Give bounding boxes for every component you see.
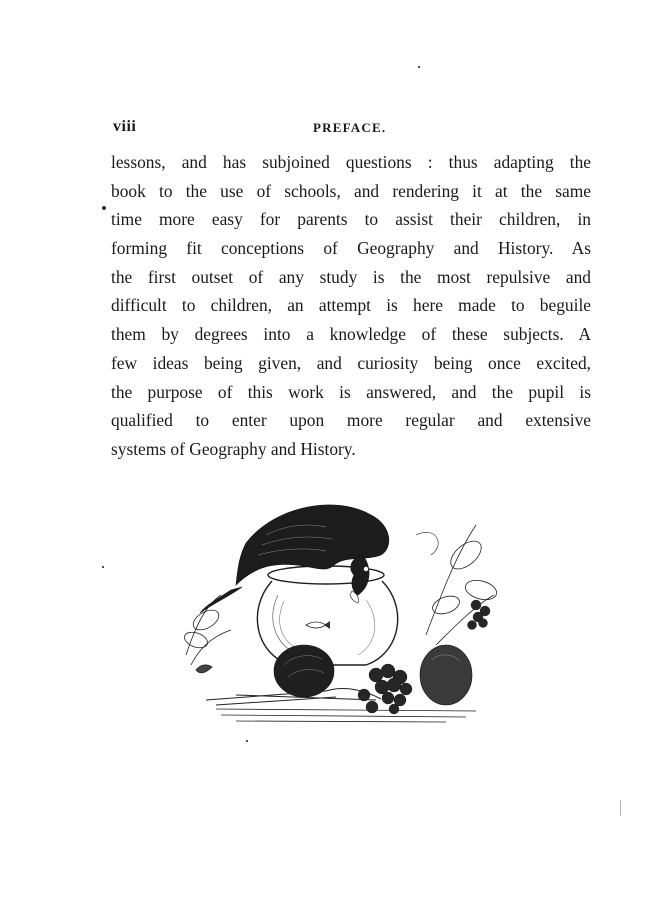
text-line: time more easy for parents to assist their children, in: [111, 209, 591, 230]
text-line: few ideas being given, and curiosity being once excited,: [111, 352, 591, 373]
preface-text: [111, 148, 591, 464]
scan-speck: [102, 206, 106, 210]
parrot-fishbowl-engraving-icon: [176, 495, 508, 740]
fishbowl: [257, 566, 397, 665]
text-line: book to the use of schools, and rendering it at the same: [111, 180, 591, 201]
text-line: forming fit conceptions of Geography and History. As: [111, 238, 591, 259]
table-surface: [216, 709, 476, 722]
scan-speck: [620, 800, 621, 816]
text-line: the purpose of this work is answered, and the pupil is: [111, 381, 591, 402]
text-line: them by degrees into a knowledge of these subjects. A: [111, 324, 591, 345]
text-line: difficult to children, an attempt is here made to beguile: [111, 295, 591, 316]
scan-speck: [102, 566, 104, 568]
scan-speck: [418, 66, 420, 68]
text-line: the first outset of any study is the most repulsive and: [111, 266, 591, 287]
text-line: systems of Geography and History.: [111, 438, 356, 459]
right-foliage: [416, 525, 499, 645]
text-line: qualified to enter upon more regular and extensive: [111, 410, 591, 431]
page-number: viii: [113, 118, 137, 135]
scan-speck: [246, 740, 248, 742]
running-head: [113, 118, 593, 140]
chapter-title: PREFACE.: [313, 120, 387, 135]
text-line: lessons, and has subjoined questions : thus adapting the: [111, 152, 591, 172]
parrot: [200, 505, 389, 613]
